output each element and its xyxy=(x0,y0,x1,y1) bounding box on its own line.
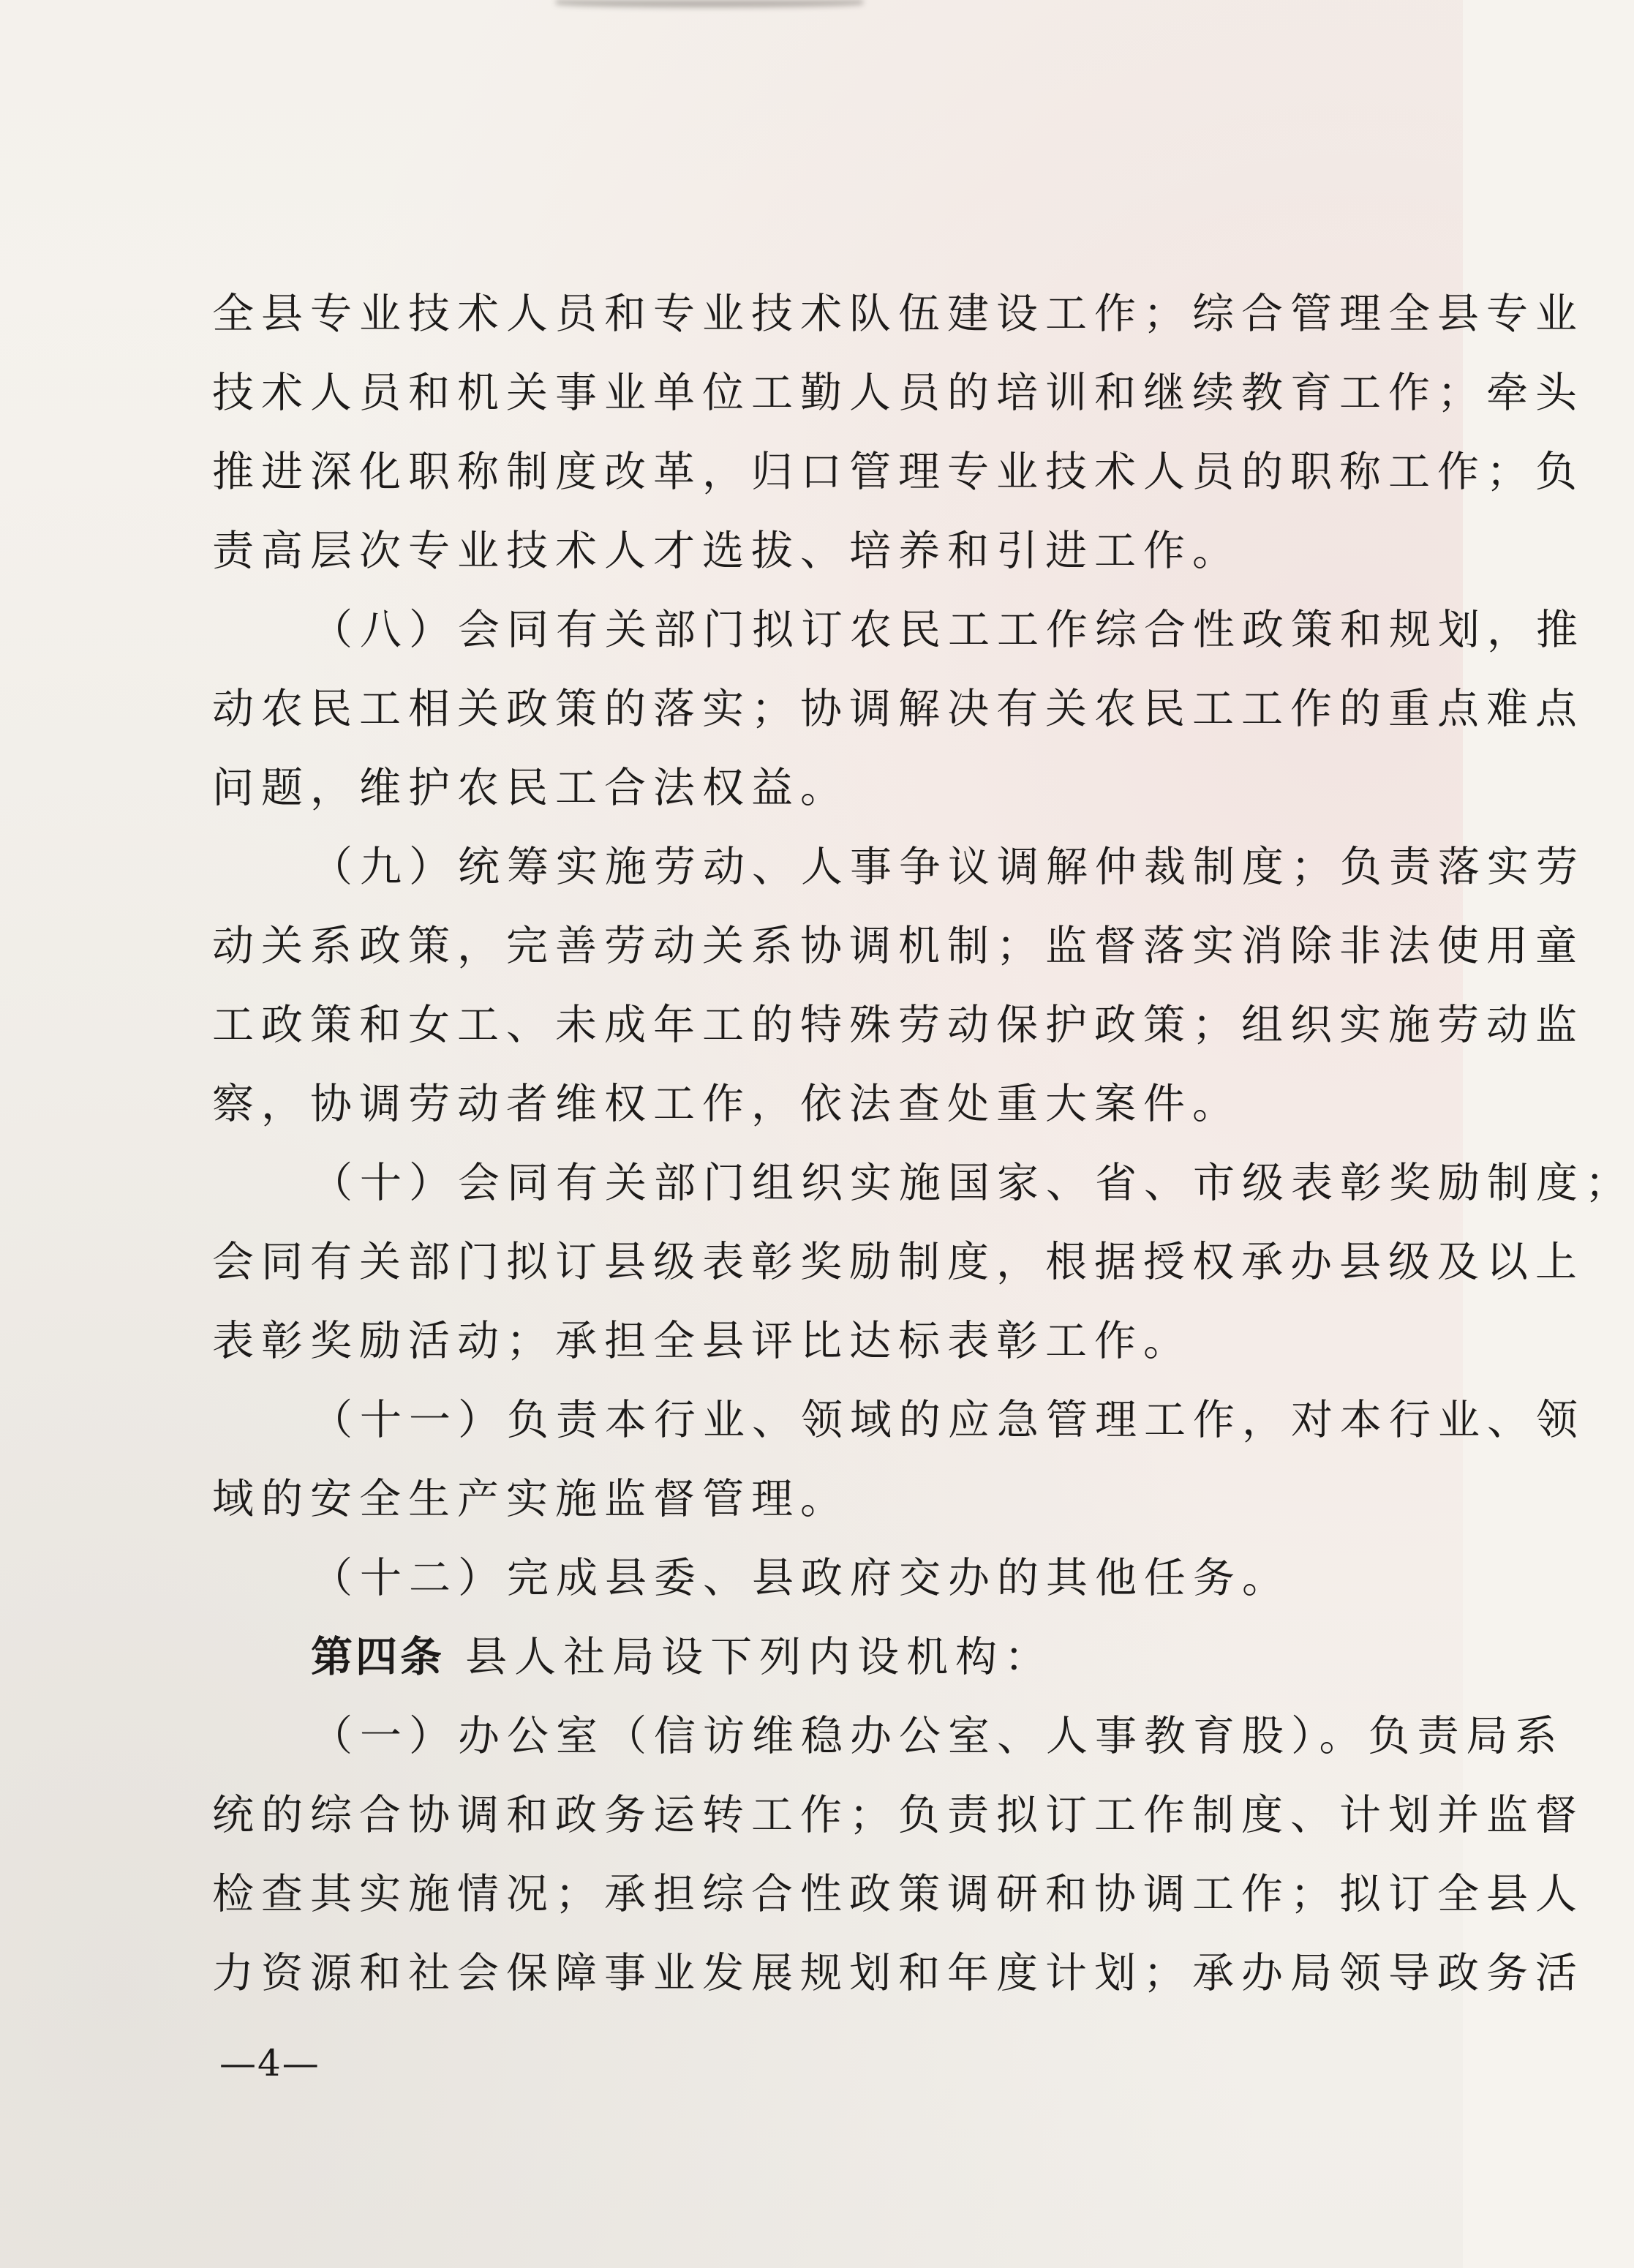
text-line: （十二）完成县委、县政府交办的其他任务。 xyxy=(311,1554,1291,1602)
document-body xyxy=(212,274,1634,2013)
text-line: 域的安全生产实施监督管理。 xyxy=(212,1475,849,1523)
scan-shadow xyxy=(556,0,863,7)
text-line: 动农民工相关政策的落实；协调解决有关农民工工作的重点难点 xyxy=(212,685,1584,733)
text-line: 察，协调劳动者维权工作，依法查处重大案件。 xyxy=(212,1080,1241,1128)
article-four-text: 县人社局设下列内设机构： xyxy=(465,1633,1054,1681)
text-line: 责高层次专业技术人才选拔、培养和引进工作。 xyxy=(212,527,1241,575)
text-line: 推进深化职称制度改革，归口管理专业技术人员的职称工作；负 xyxy=(212,448,1584,496)
article-four-line xyxy=(212,1618,1412,1697)
text-line: 统的综合协调和政务运转工作；负责拟订工作制度、计划并监督 xyxy=(212,1791,1584,1839)
text-line: 全县专业技术人员和专业技术队伍建设工作；综合管理全县专业 xyxy=(212,290,1584,338)
article-four-heading: 第四条 xyxy=(311,1632,445,1681)
text-line: 会同有关部门拟订县级表彰奖励制度，根据授权承办县级及以上 xyxy=(212,1238,1584,1286)
text-line: 工政策和女工、未成年工的特殊劳动保护政策；组织实施劳动监 xyxy=(212,1001,1584,1049)
text-line: （八）会同有关部门拟订农民工工作综合性政策和规划，推 xyxy=(311,606,1585,654)
text-line: 技术人员和机关事业单位工勤人员的培训和继续教育工作；牵头 xyxy=(212,369,1584,417)
text-line: （十）会同有关部门组织实施国家、省、市级表彰奖励制度； xyxy=(311,1159,1634,1207)
text-line: 表彰奖励活动；承担全县评比达标表彰工作。 xyxy=(212,1317,1192,1365)
text-line: （一）办公室（信访维稳办公室、人事教育股）。负责局系 xyxy=(311,1712,1565,1760)
text-line: 动关系政策，完善劳动关系协调机制；监督落实消除非法使用童 xyxy=(212,922,1584,970)
text-line: 检查其实施情况；承担综合性政策调研和协调工作；拟订全县人 xyxy=(212,1870,1584,1918)
text-line: 问题，维护农民工合法权益。 xyxy=(212,764,849,812)
text-line: （十一）负责本行业、领域的应急管理工作，对本行业、领 xyxy=(311,1396,1585,1444)
text-line: 力资源和社会保障事业发展规划和年度计划；承办局领导政务活 xyxy=(212,1949,1584,1997)
page-number: —4— xyxy=(219,2042,320,2084)
text-line: （九）统筹实施劳动、人事争议调解仲裁制度；负责落实劳 xyxy=(311,843,1585,891)
